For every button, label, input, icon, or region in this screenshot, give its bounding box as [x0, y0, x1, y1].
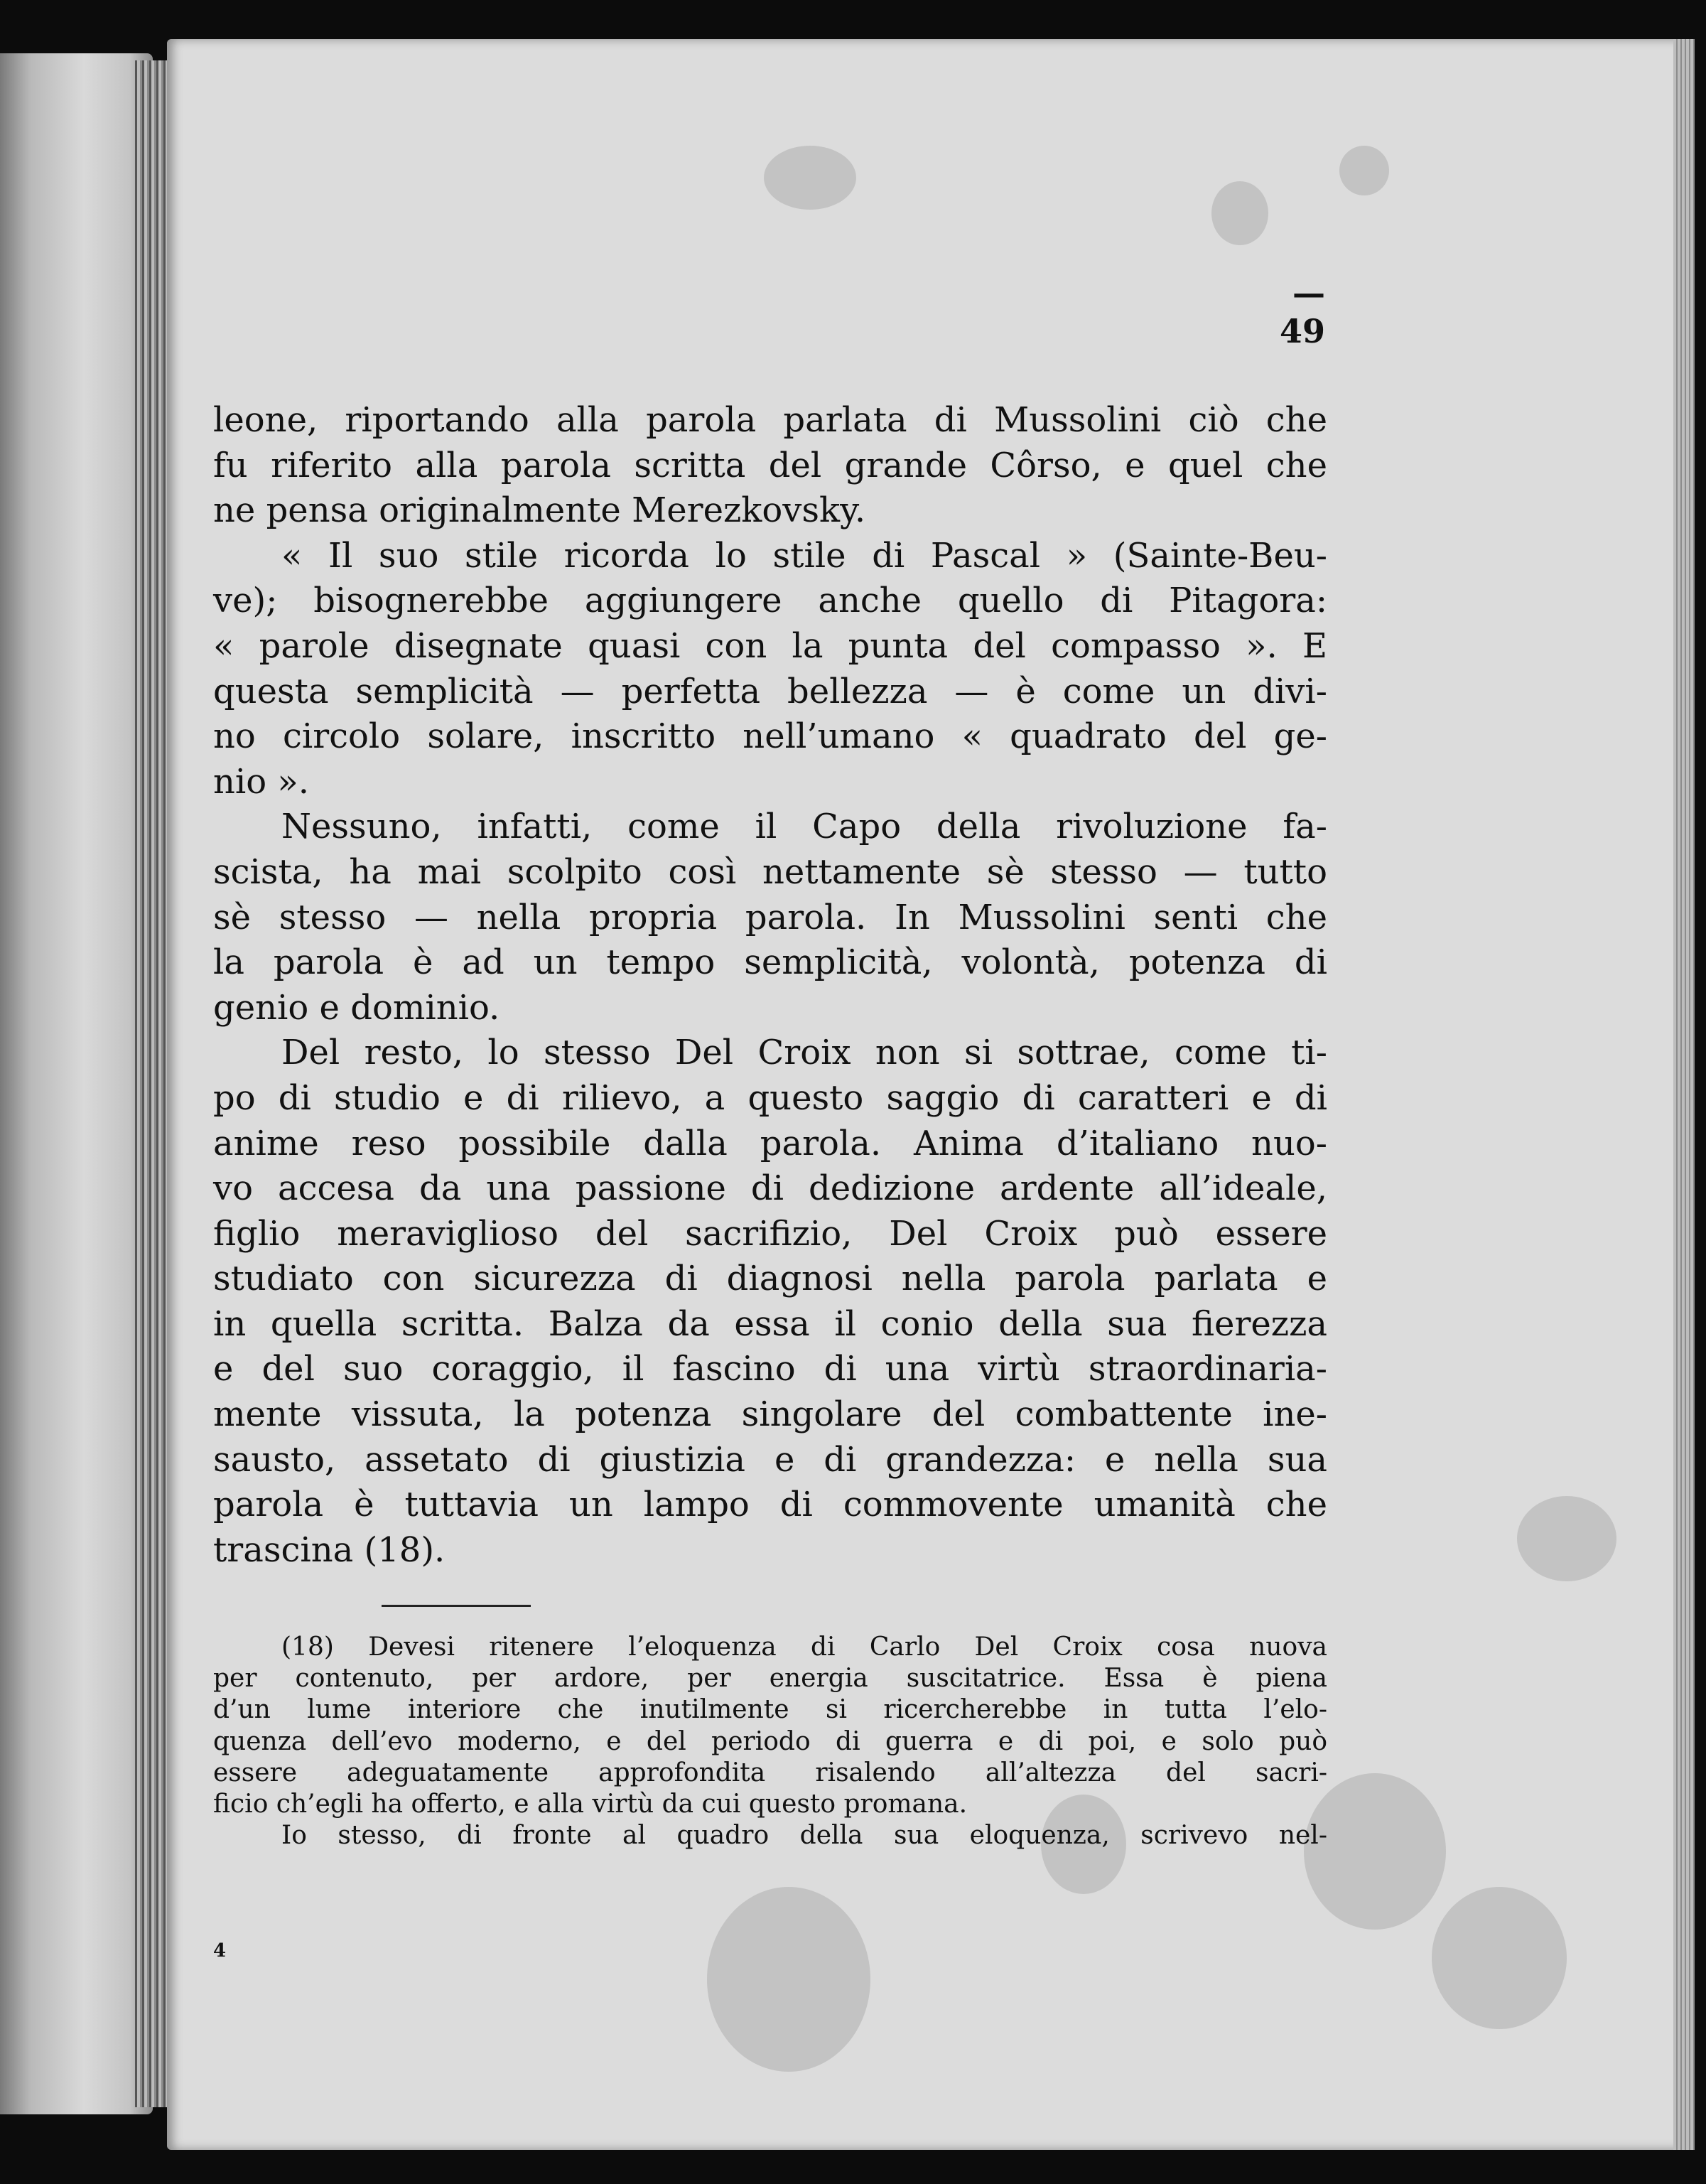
text-line: leone, riportando alla parola parlata di Mussolini ciò che: [213, 400, 1327, 440]
text-line: « parole disegnate quasi con la punta del compasso ». E: [213, 625, 1327, 666]
text-line: vo accesa da una passione di dedizione ardente all’ideale,: [213, 1168, 1327, 1209]
book-spine-edge: [135, 60, 167, 2107]
foxing-spot: [1339, 146, 1389, 195]
footnote-line: per contenuto, per ardore, per energia suscitatrice. Essa è piena: [213, 1664, 1327, 1694]
foxing-spot: [764, 146, 856, 210]
text-line: ne pensa originalmente Merezkovsky.: [213, 490, 866, 531]
footnote-line: (18) Devesi ritenere l’eloquenza di Carlo Del Croix cosa nuova: [281, 1632, 1327, 1662]
left-page-edge: [0, 53, 153, 2114]
text-line: po di studio e di rilievo, a questo saggio di caratteri e di: [213, 1077, 1327, 1118]
foxing-spot: [1211, 181, 1268, 245]
text-line: Del resto, lo stesso Del Croix non si sottrae, come ti-: [281, 1033, 1327, 1073]
footnote-separator: [382, 1605, 531, 1607]
text-line: fu riferito alla parola scritta del grande Côrso, e quel che: [213, 445, 1327, 485]
footnote-line: essere adeguatamente approfondita risalendo all’altezza del sacri-: [213, 1758, 1327, 1787]
text-line: e del suo coraggio, il fascino di una virtù straordinaria-: [213, 1349, 1327, 1389]
foxing-spot: [707, 1887, 870, 2072]
text-line: no circolo solare, inscritto nell’umano « quadrato del ge-: [213, 716, 1327, 757]
signature-mark: 4: [213, 1940, 227, 1962]
text-line: nio ».: [213, 761, 310, 802]
text-line: trascina (18).: [213, 1529, 446, 1570]
text-line: mente vissuta, la potenza singolare del combattente ine-: [213, 1394, 1327, 1435]
text-line: anime reso possibile dalla parola. Anima d’italiano nuo-: [213, 1123, 1327, 1163]
text-line: figlio meraviglioso del sacrifizio, Del Croix può essere: [213, 1213, 1327, 1254]
footnote-line: Io stesso, di fronte al quadro della sua eloquenza, scrivevo nel-: [281, 1821, 1327, 1851]
foxing-spot: [1517, 1496, 1616, 1581]
text-line: in quella scritta. Balza da essa il conio della sua fierezza: [213, 1303, 1327, 1344]
text-line: « Il suo stile ricorda lo stile di Pascal » (Sainte-Beu-: [281, 535, 1327, 576]
text-line: genio e dominio.: [213, 987, 500, 1028]
footnote-line: ficio ch’egli ha offerto, e alla virtù da cui questo promana.: [213, 1790, 968, 1819]
text-line: la parola è ad un tempo semplicità, volontà, potenza di: [213, 942, 1327, 983]
text-line: sausto, assetato di giustizia e di grandezza: e nella sua: [213, 1439, 1327, 1480]
text-line: Nessuno, infatti, come il Capo della rivoluzione fa-: [281, 807, 1327, 847]
text-line: parola è tuttavia un lampo di commovente umanità che: [213, 1485, 1327, 1525]
text-line: studiato con sicurezza di diagnosi nella parola parlata e: [213, 1259, 1327, 1299]
footnotes: [213, 1632, 1327, 1851]
footnote-line: quenza dell’evo moderno, e del periodo di guerra e di poi, e solo può: [213, 1726, 1327, 1756]
footnote-line: d’un lume interiore che inutilmente si ricercherebbe in tutta l’elo-: [213, 1695, 1327, 1725]
text-line: scista, ha mai scolpito così nettamente sè stesso — tutto: [213, 851, 1327, 892]
page-number: — 49: [1279, 274, 1325, 350]
foxing-spot: [1432, 1887, 1567, 2029]
text-line: questa semplicità — perfetta bellezza — è come un divi-: [213, 671, 1327, 711]
page-stack-edge: [1673, 39, 1695, 2150]
text-line: ve); bisognerebbe aggiungere anche quello di Pitagora:: [213, 581, 1327, 621]
text-line: sè stesso — nella propria parola. In Mussolini senti che: [213, 897, 1327, 937]
main-text: [213, 398, 1327, 1573]
